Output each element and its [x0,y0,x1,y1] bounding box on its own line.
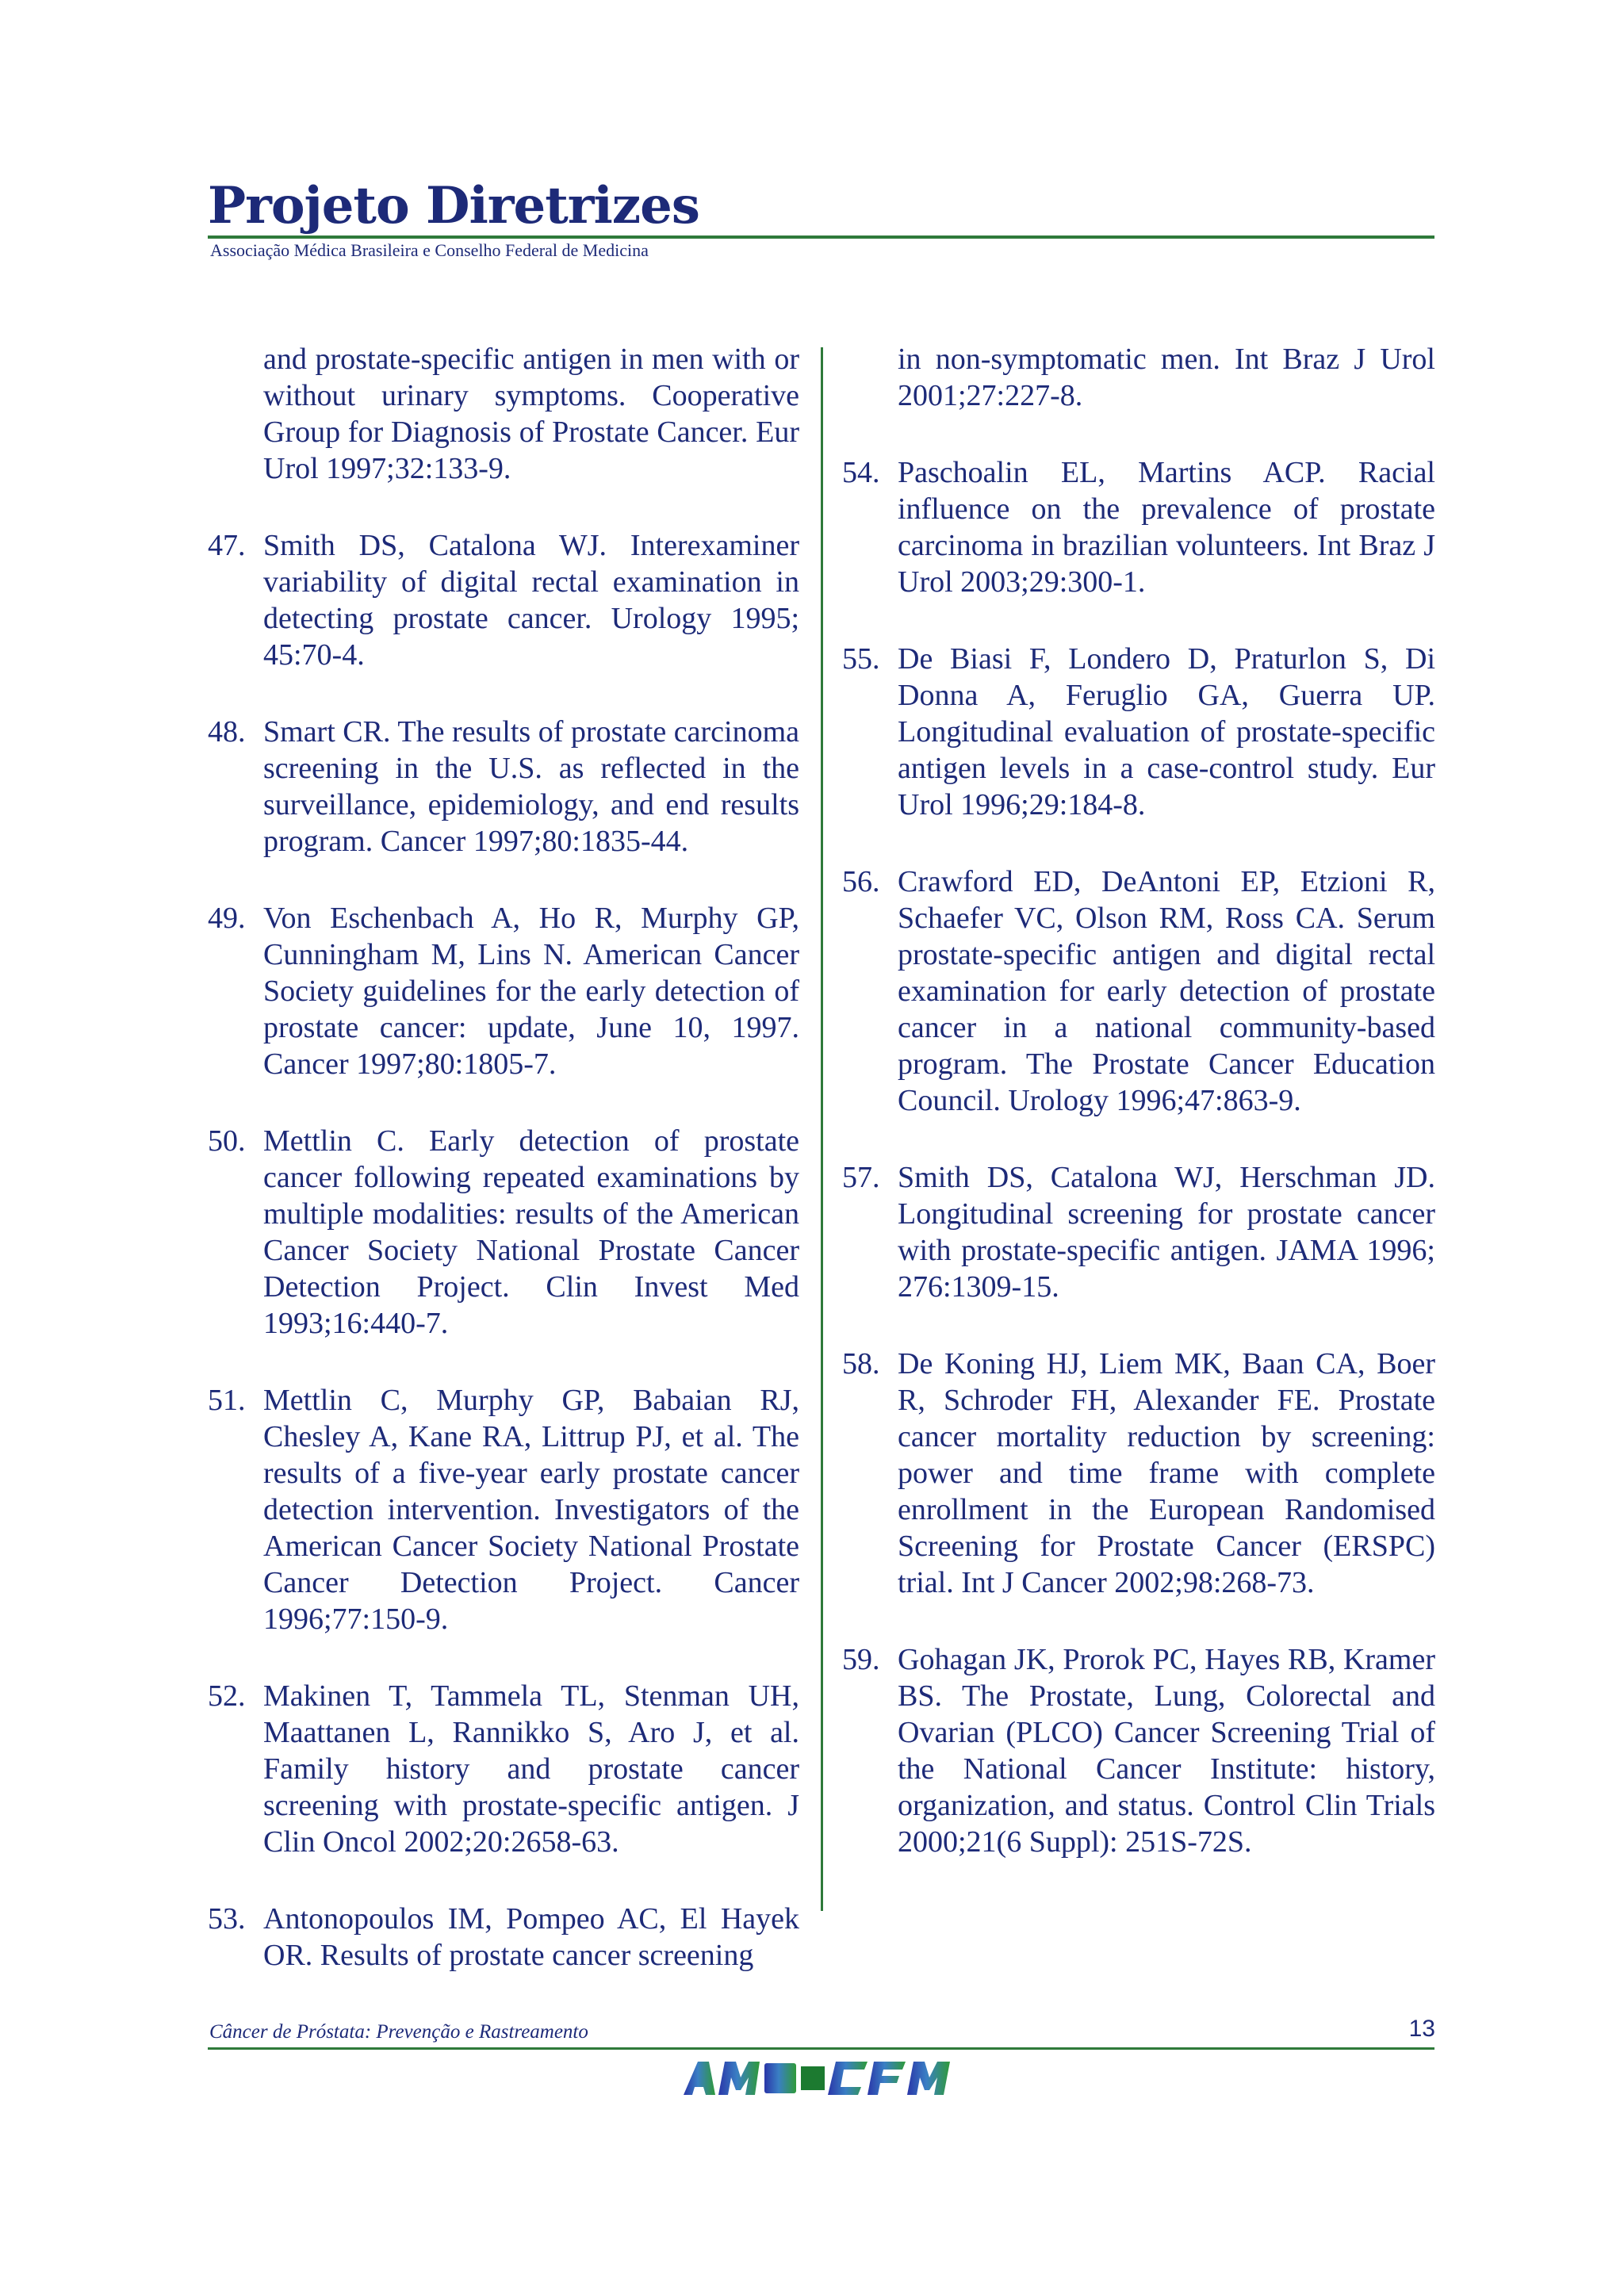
reference-text: Smith DS, Catalona WJ, Herschman JD. Longitudinal screening for prostate cancer with prostate-specific antigen. JAMA 1996; 276:1309-15. [898,1161,1435,1304]
reference-item [842,1641,1435,1860]
reference-number: 59. [842,1643,880,1676]
footer-divider [208,2047,1434,2050]
reference-item [208,1901,799,1974]
reference-item [842,641,1435,823]
brand-title: Projeto Diretrizes [208,176,699,235]
left-column [208,341,799,2014]
reference-number: 53. [208,1902,246,1936]
reference-text: Von Eschenbach A, Ho R, Murphy GP, Cunningham M, Lins N. American Cancer Society guidelines for the early detection of prostate cancer: update, June 10, 1997. Cancer 1997;80:1805-7. [263,902,799,1081]
reference-text: De Biasi F, Londero D, Praturlon S, Di Donna A, Feruglio GA, Guerra UP. Longitudinal evaluation of prostate-specific antigen levels in a case-control study. Eur Urol 1996;29:184-8. [898,642,1435,821]
reference-text: in non-symptomatic men. Int Braz J Urol 2001;27:227-8. [898,343,1435,412]
right-column [842,341,1435,1901]
reference-item [208,1678,799,1860]
reference-text: Mettlin C, Murphy GP, Babaian RJ, Chesley A, Kane RA, Littrup PJ, et al. The results of a five-year early prostate cancer detection intervention. Investigators of the American Cancer Society National Prostate Cancer Detection Project. Cancer 1996;77:150-9. [263,1384,799,1636]
reference-item [208,341,799,487]
footer-title: Câncer de Próstata: Prevenção e Rastreamento [209,2021,588,2043]
reference-text: Mettlin C. Early detection of prostate cancer following repeated examinations by multiple modalities: results of the American Cancer Society National Prostate Cancer Detection Project. Clin Invest Med 1993;16:440-7. [263,1124,799,1340]
reference-text: Crawford ED, DeAntoni EP, Etzioni R, Schaefer VC, Olson RM, Ross CA. Serum prostate-specific antigen and digital rectal examination for early detection of prostate cancer in a national community-based program. The Prostate Cancer Education Council. Urology 1996;47:863-9. [898,865,1435,1117]
reference-item [208,900,799,1082]
reference-text: Smith DS, Catalona WJ. Interexaminer variability of digital rectal examination in detecting prostate cancer. Urology 1995; 45:70-4. [263,529,799,672]
reference-number: 56. [842,865,880,898]
reference-item [208,527,799,673]
column-divider [821,347,823,1911]
reference-number: 49. [208,902,246,935]
reference-item [842,863,1435,1119]
reference-number: 55. [842,642,880,676]
reference-number: 51. [208,1384,246,1417]
reference-number: 52. [208,1679,246,1713]
reference-number: 48. [208,715,246,749]
amb-cfm-logo [680,2058,959,2098]
reference-item [208,1382,799,1637]
reference-number: 54. [842,456,880,489]
reference-text: Gohagan JK, Prorok PC, Hayes RB, Kramer BS. The Prostate, Lung, Colorectal and Ovarian (PLCO) Cancer Screening Trial of the National Cancer Institute: history, organization, and status. Control Clin Trials 2000;21(6 Suppl): 251S-72S. [898,1643,1435,1859]
reference-text: Makinen T, Tammela TL, Stenman UH, Maattanen L, Rannikko S, Aro J, et al. Family history and prostate cancer screening with prostate-specific antigen. J Clin Oncol 2002;20:2658-63. [263,1679,799,1859]
reference-number: 50. [208,1124,246,1158]
reference-item [842,1159,1435,1305]
reference-item [842,1346,1435,1601]
reference-text: De Koning HJ, Liem MK, Baan CA, Boer R, Schroder FH, Alexander FE. Prostate cancer mortality reduction by screening: power and time frame with complete enrollment in the European Randomised Screening for Prostate Cancer (ERSPC) trial. Int J Cancer 2002;98:268-73. [898,1347,1435,1599]
reference-item [842,341,1435,414]
reference-number: 58. [842,1347,880,1380]
reference-item [842,454,1435,600]
reference-number: 47. [208,529,246,562]
reference-number: 57. [842,1161,880,1194]
reference-text: Antonopoulos IM, Pompeo AC, El Hayek OR. Results of prostate cancer screening [263,1902,799,1972]
brand-subtitle: Associação Médica Brasileira e Conselho Federal de Medicina [210,240,649,260]
reference-text: Smart CR. The results of prostate carcinoma screening in the U.S. as reflected in the surveillance, epidemiology, and end results program. Cancer 1997;80:1835-44. [263,715,799,858]
reference-text: and prostate-specific antigen in men with or without urinary symptoms. Cooperative Group for Diagnosis of Prostate Cancer. Eur Urol 1997;32:133-9. [263,343,799,485]
header-divider [208,235,1434,239]
page-number: 13 [1408,2016,1435,2042]
reference-text: Paschoalin EL, Martins ACP. Racial influence on the prevalence of prostate carcinoma in brazilian volunteers. Int Braz J Urol 2003;29:300-1. [898,456,1435,599]
reference-item [208,1123,799,1342]
reference-item [208,714,799,860]
